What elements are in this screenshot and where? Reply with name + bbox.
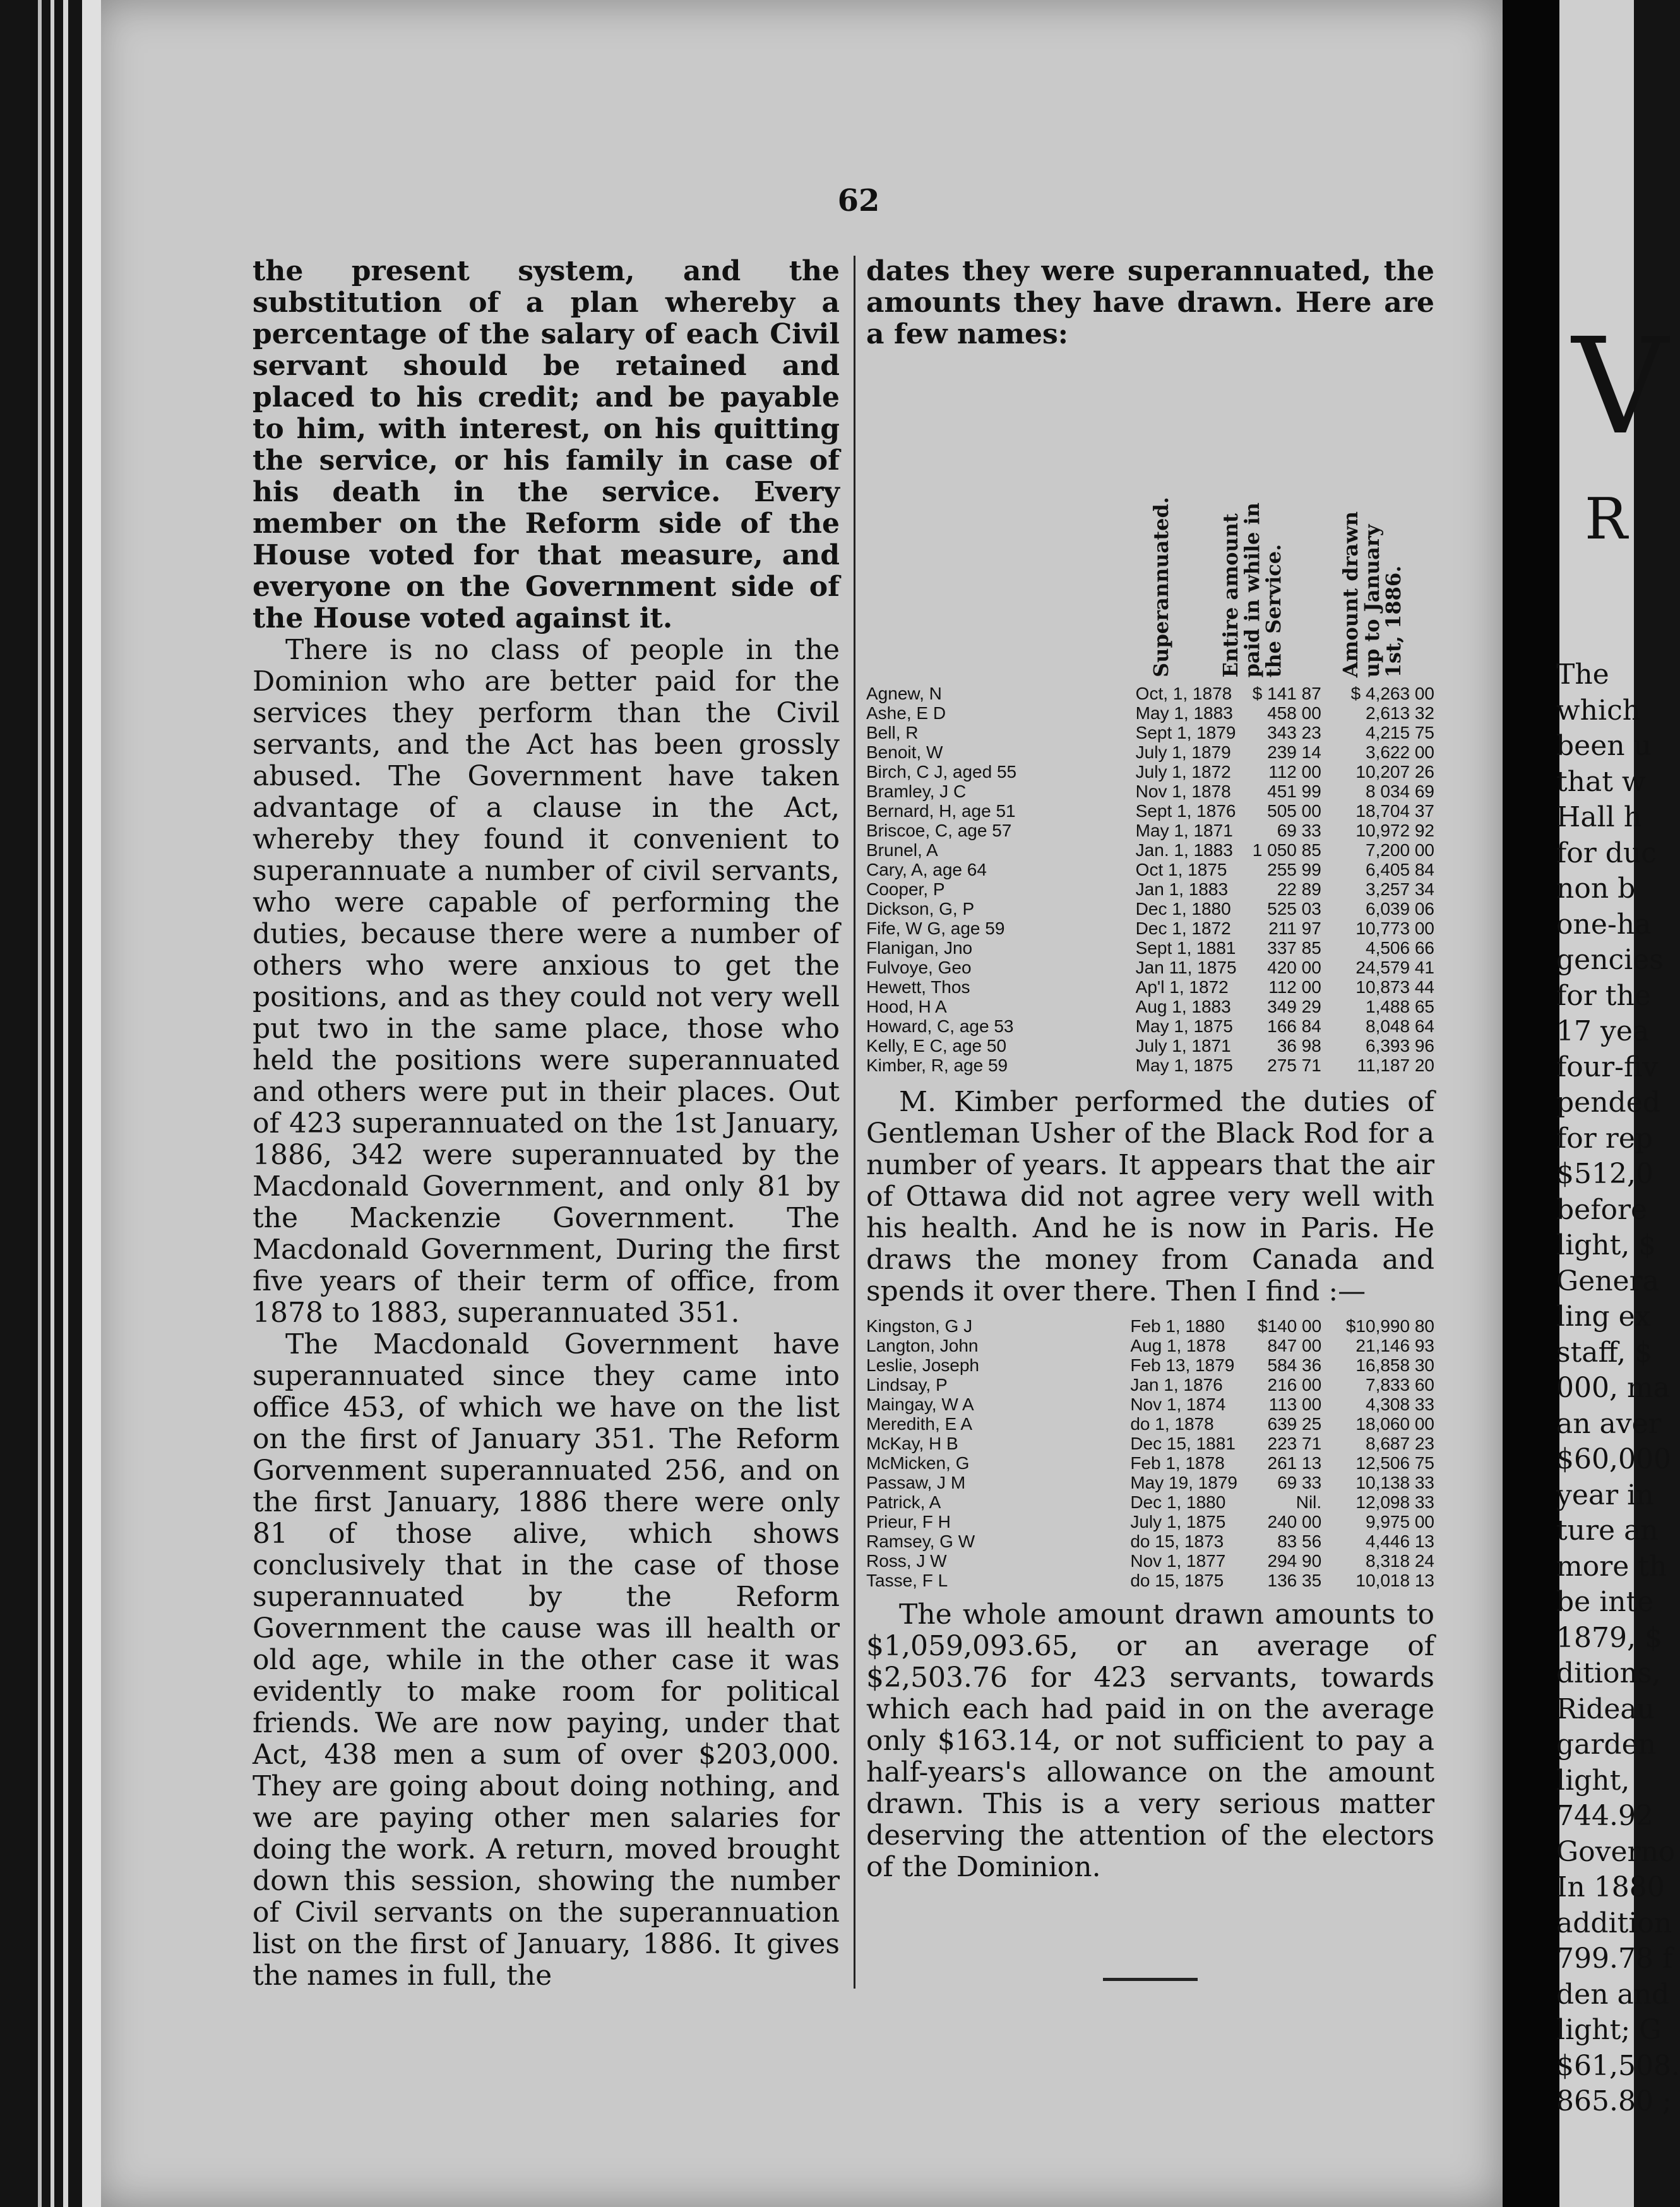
pensioner-name: Briscoe, C, age 57 bbox=[866, 821, 1012, 840]
amount-paid-in: 83 56 bbox=[1277, 1532, 1322, 1551]
amount-drawn: 16,858 30 bbox=[1355, 1355, 1434, 1375]
amount-drawn: 10,207 26 bbox=[1355, 762, 1434, 782]
amount-paid-in: 223 71 bbox=[1267, 1434, 1322, 1453]
amount-paid-in: 451 99 bbox=[1267, 782, 1321, 801]
facing-page-line: Governo bbox=[1556, 1835, 1676, 1868]
table-row bbox=[866, 1532, 1434, 1551]
amount-drawn: 10,873 44 bbox=[1355, 977, 1434, 997]
superannuated-date: Jan. 1, 1883 bbox=[1135, 840, 1233, 860]
facing-page-initial: V bbox=[1572, 309, 1668, 464]
left-paragraph-2: There is no class of people in the Dominion who are better paid for the services they perform than the Civil servants, and the Act has been grossly abused. The Government have taken advantage of a clause in the Act, whereby they found it convenient to superannuate a number of civil servants, who were capable of performing the duties, because there were a number of others who were anxious to get the positions, and as they could not very well put two in the same place, those who held the positions were superannuated and others were put in their places. Out of 423 superannuated on the 1st January, 1886, 342 were superannuated by the Macdonald Government, and only 81 by the Mackenzie Government. The Macdonald Government, During the first five years of their term of office, from 1878 to 1883, superannuated 351. bbox=[253, 634, 840, 1329]
superannuated-date: May 1, 1875 bbox=[1135, 1056, 1233, 1075]
amount-drawn: 18,704 37 bbox=[1355, 801, 1434, 821]
amount-drawn: 10,972 92 bbox=[1355, 821, 1434, 840]
facing-page-line: non b bbox=[1556, 872, 1636, 905]
right-column bbox=[866, 256, 1434, 1981]
amount-paid-in: 294 90 bbox=[1267, 1551, 1322, 1571]
amount-drawn: 1,488 65 bbox=[1366, 997, 1434, 1016]
table-row bbox=[866, 879, 1434, 899]
superannuation-table-2 bbox=[866, 1316, 1434, 1590]
amount-paid-in: 112 00 bbox=[1268, 977, 1321, 997]
table-row bbox=[866, 840, 1434, 860]
facing-page-line: year in bbox=[1556, 1478, 1654, 1511]
facing-page-line: addition bbox=[1556, 1907, 1672, 1939]
facing-page-line: more th bbox=[1556, 1550, 1667, 1583]
amount-paid-in: 1 050 85 bbox=[1252, 840, 1321, 860]
kimber-paragraph: M. Kimber performed the duties of Gentleman Usher of the Black Rod for a number of years. It appears that the air of Ottawa did not agree very well with his health. And he is now in Paris. He draws the money from Canada and spends it over there. Then I find :— bbox=[866, 1086, 1434, 1307]
amount-paid-in: 458 00 bbox=[1267, 703, 1321, 723]
facing-page-line: be inte bbox=[1556, 1586, 1654, 1618]
pensioner-name: Kimber, R, age 59 bbox=[866, 1056, 1008, 1075]
amount-drawn: $10,990 80 bbox=[1345, 1316, 1434, 1336]
amount-drawn: 6,405 84 bbox=[1366, 860, 1434, 879]
amount-paid-in: Nil. bbox=[1296, 1492, 1322, 1512]
amount-drawn: 24,579 41 bbox=[1355, 958, 1434, 977]
pensioner-name: Maingay, W A bbox=[866, 1395, 974, 1414]
pensioner-name: Kingston, G J bbox=[866, 1316, 973, 1336]
amount-paid-in: 639 25 bbox=[1267, 1414, 1322, 1434]
amount-paid-in: 112 00 bbox=[1268, 762, 1321, 782]
amount-drawn: $ 4,263 00 bbox=[1350, 684, 1434, 703]
pensioner-name: Lindsay, P bbox=[866, 1375, 948, 1395]
superannuated-date: Jan 1, 1883 bbox=[1135, 879, 1229, 899]
superannuated-date: do 15, 1875 bbox=[1130, 1571, 1224, 1590]
amount-paid-in: 113 00 bbox=[1268, 1395, 1322, 1414]
table-row bbox=[866, 821, 1434, 840]
superannuated-date: Dec 1, 1872 bbox=[1135, 919, 1231, 938]
facing-page-line: light, bbox=[1556, 1764, 1630, 1797]
amount-drawn: 4,506 66 bbox=[1366, 938, 1434, 958]
pensioner-name: Tasse, F L bbox=[866, 1571, 948, 1590]
amount-drawn: 10,138 33 bbox=[1355, 1473, 1434, 1492]
amount-paid-in: 349 29 bbox=[1267, 997, 1321, 1016]
pensioner-name: Birch, C J, aged 55 bbox=[866, 762, 1017, 782]
pensioner-name: Cary, A, age 64 bbox=[866, 860, 987, 879]
facing-page-line: In 1880 bbox=[1556, 1871, 1665, 1903]
facing-page-line: pended bbox=[1556, 1086, 1660, 1119]
pensioner-name: Agnew, N bbox=[866, 684, 942, 703]
amount-drawn: 12,506 75 bbox=[1355, 1453, 1434, 1473]
table-row bbox=[866, 997, 1434, 1016]
amount-drawn: 8,318 24 bbox=[1366, 1551, 1434, 1571]
amount-drawn: 8 034 69 bbox=[1366, 782, 1434, 801]
pensioner-name: Ross, J W bbox=[866, 1551, 947, 1571]
superannuated-date: July 1, 1875 bbox=[1130, 1512, 1226, 1532]
pensioner-name: Meredith, E A bbox=[866, 1414, 973, 1434]
table-row bbox=[866, 742, 1434, 762]
table-row bbox=[866, 1414, 1434, 1434]
facing-page-line: 744.92 bbox=[1556, 1800, 1653, 1832]
table-row bbox=[866, 1453, 1434, 1473]
pensioner-name: Bramley, J C bbox=[866, 782, 967, 801]
facing-page-line: 17 yea bbox=[1556, 1015, 1650, 1047]
pensioner-name: Flanigan, Jno bbox=[866, 938, 973, 958]
amount-paid-in: 240 00 bbox=[1267, 1512, 1322, 1532]
superannuated-date: Feb 1, 1880 bbox=[1130, 1316, 1225, 1336]
facing-page-line: before bbox=[1556, 1193, 1648, 1226]
facing-page-line: 799.78 f bbox=[1556, 1942, 1673, 1975]
section-rule bbox=[1103, 1978, 1198, 1981]
table-row bbox=[866, 1036, 1434, 1056]
facing-page-line: gencies bbox=[1556, 944, 1664, 976]
pensioner-name: Dickson, G, P bbox=[866, 899, 975, 919]
table-row bbox=[866, 1355, 1434, 1375]
table-row bbox=[866, 762, 1434, 782]
table-row bbox=[866, 1571, 1434, 1590]
superannuated-date: Oct 1, 1875 bbox=[1135, 860, 1227, 879]
amount-paid-in: 261 13 bbox=[1267, 1453, 1322, 1473]
superannuated-date: May 19, 1879 bbox=[1130, 1473, 1237, 1492]
superannuated-date: do 15, 1873 bbox=[1130, 1532, 1224, 1551]
table-row bbox=[866, 938, 1434, 958]
table-row bbox=[866, 1551, 1434, 1571]
facing-page-line: been u bbox=[1556, 730, 1652, 762]
amount-paid-in: 211 97 bbox=[1268, 919, 1321, 938]
pensioner-name: Brunel, A bbox=[866, 840, 938, 860]
amount-drawn: 11,187 20 bbox=[1357, 1056, 1434, 1075]
pensioner-name: Leslie, Joseph bbox=[866, 1355, 980, 1375]
header-amount-drawn: Amount drawn up to January 1st, 1886. bbox=[1338, 511, 1405, 677]
table-row bbox=[866, 860, 1434, 879]
superannuated-date: Jan 1, 1876 bbox=[1130, 1375, 1223, 1395]
facing-page-line: for duc bbox=[1556, 836, 1657, 869]
superannuated-date: July 1, 1871 bbox=[1135, 1036, 1231, 1056]
table-row bbox=[866, 1375, 1434, 1395]
superannuated-date: Jan 11, 1875 bbox=[1135, 958, 1237, 977]
amount-drawn: 6,039 06 bbox=[1366, 899, 1434, 919]
pensioner-name: McMicken, G bbox=[866, 1453, 970, 1473]
amount-drawn: 3,257 34 bbox=[1366, 879, 1434, 899]
header-superannuated: Superannuated. bbox=[1149, 497, 1173, 677]
pensioner-name: Bernard, H, age 51 bbox=[866, 801, 1016, 821]
table-row bbox=[866, 1336, 1434, 1355]
superannuated-date: Aug 1, 1878 bbox=[1130, 1336, 1226, 1355]
facing-page-line: light; G bbox=[1556, 2014, 1662, 2046]
superannuated-date: Sept 1, 1876 bbox=[1135, 801, 1236, 821]
table-row bbox=[866, 1316, 1434, 1336]
facing-page-line: 1879, $ bbox=[1556, 1621, 1662, 1654]
amount-drawn: 7,200 00 bbox=[1366, 840, 1434, 860]
facing-page-line: garden bbox=[1556, 1728, 1656, 1761]
facing-page-line: 000, ma bbox=[1556, 1372, 1670, 1404]
amount-paid-in: 847 00 bbox=[1267, 1336, 1322, 1355]
pensioner-name: Hewett, Thos bbox=[866, 977, 970, 997]
superannuated-date: May 1, 1875 bbox=[1135, 1016, 1233, 1036]
amount-paid-in: 255 99 bbox=[1267, 860, 1321, 879]
amount-drawn: 12,098 33 bbox=[1355, 1492, 1434, 1512]
amount-drawn: 10,773 00 bbox=[1355, 919, 1434, 938]
table-row bbox=[866, 1492, 1434, 1512]
pensioner-name: Patrick, A bbox=[866, 1492, 941, 1512]
superannuated-date: May 1, 1883 bbox=[1135, 703, 1233, 723]
facing-page-line: den and bbox=[1556, 1978, 1670, 2011]
amount-drawn: 2,613 32 bbox=[1366, 703, 1434, 723]
pensioner-name: Benoit, W bbox=[866, 742, 943, 762]
pensioner-name: Prieur, F H bbox=[866, 1512, 951, 1532]
superannuation-table-1 bbox=[866, 684, 1434, 1075]
amount-drawn: 18,060 00 bbox=[1355, 1414, 1434, 1434]
table-row bbox=[866, 684, 1434, 703]
table-row bbox=[866, 1434, 1434, 1453]
amount-paid-in: 136 35 bbox=[1267, 1571, 1322, 1590]
facing-page-line: four-fiv bbox=[1556, 1050, 1659, 1083]
amount-paid-in: 216 00 bbox=[1267, 1375, 1322, 1395]
table-row bbox=[866, 723, 1434, 742]
book-gutter bbox=[1503, 0, 1559, 2207]
amount-drawn: 4,308 33 bbox=[1366, 1395, 1434, 1414]
amount-drawn: 7,833 60 bbox=[1366, 1375, 1434, 1395]
facing-page-line: Rideau bbox=[1556, 1692, 1655, 1725]
amount-paid-in: 36 98 bbox=[1277, 1036, 1321, 1056]
table-row bbox=[866, 703, 1434, 723]
facing-page-line: $512,0 bbox=[1556, 1158, 1653, 1190]
table-row bbox=[866, 1512, 1434, 1532]
pensioner-name: Hood, H A bbox=[866, 997, 947, 1016]
facing-page-line: which bbox=[1556, 694, 1641, 727]
amount-paid-in: 525 03 bbox=[1267, 899, 1321, 919]
page-edges bbox=[0, 0, 107, 2207]
table-row bbox=[866, 801, 1434, 821]
pensioner-name: Howard, C, age 53 bbox=[866, 1016, 1014, 1036]
superannuated-date: July 1, 1872 bbox=[1135, 762, 1231, 782]
superannuated-date: do 1, 1878 bbox=[1130, 1414, 1214, 1434]
amount-paid-in: 239 14 bbox=[1267, 742, 1321, 762]
amount-paid-in: 69 33 bbox=[1277, 821, 1321, 840]
left-paragraph-1: the present system, and the substitution of a plan whereby a percentage of the salary of each Civil servant should be retained and placed to his credit; and be payable to him, with interest, on his quitting the service, or his family in case of his death in the service. Every member on the Reform side of the House voted for that measure, and everyone on the Government side of the House voted against it. bbox=[253, 255, 840, 634]
closing-paragraph: The whole amount drawn amounts to $1,059,093.65, or an average of $2,503.76 for 423 servants, towards which each had paid in on the average only $163.14, or not sufficient to pay a half-years's allowance on the amount drawn. This is a very serious matter deserving the attention of the electors of the Dominion. bbox=[866, 1598, 1434, 1883]
facing-page-line: that w bbox=[1556, 765, 1646, 798]
table-row bbox=[866, 782, 1434, 801]
amount-paid-in: 275 71 bbox=[1267, 1056, 1321, 1075]
amount-drawn: 8,687 23 bbox=[1366, 1434, 1434, 1453]
superannuated-date: Oct, 1, 1878 bbox=[1135, 684, 1232, 703]
superannuated-date: July 1, 1879 bbox=[1135, 742, 1231, 762]
left-column bbox=[253, 256, 840, 1992]
facing-page-line: Hall h bbox=[1556, 801, 1642, 833]
facing-page-line: $60,000 bbox=[1556, 1443, 1671, 1475]
superannuated-date: Nov 1, 1877 bbox=[1130, 1551, 1226, 1571]
table-row bbox=[866, 919, 1434, 938]
pensioner-name: Cooper, P bbox=[866, 879, 945, 899]
facing-page-line: ture an bbox=[1556, 1514, 1659, 1547]
amount-drawn: 8,048 64 bbox=[1366, 1016, 1434, 1036]
facing-page-line: ditions, bbox=[1556, 1657, 1661, 1689]
pensioner-name: Kelly, E C, age 50 bbox=[866, 1036, 1007, 1056]
amount-paid-in: $ 141 87 bbox=[1252, 684, 1321, 703]
superannuated-date: Sept 1, 1879 bbox=[1135, 723, 1236, 742]
facing-page-line: for the bbox=[1556, 979, 1651, 1012]
amount-paid-in: $140 00 bbox=[1257, 1316, 1322, 1336]
superannuated-date: Dec 15, 1881 bbox=[1130, 1434, 1236, 1453]
amount-paid-in: 337 85 bbox=[1267, 938, 1321, 958]
pensioner-name: Ramsey, G W bbox=[866, 1532, 975, 1551]
pensioner-name: Passaw, J M bbox=[866, 1473, 966, 1492]
amount-drawn: 4,215 75 bbox=[1366, 723, 1434, 742]
header-amount-paid: Entire amount paid in while in the Service. bbox=[1218, 502, 1285, 677]
pensioner-name: McKay, H B bbox=[866, 1434, 958, 1453]
facing-page-line: light, $ bbox=[1556, 1229, 1657, 1261]
amount-paid-in: 584 36 bbox=[1267, 1355, 1322, 1375]
right-intro: dates they were superannuated, the amounts they have drawn. Here are a few names: bbox=[866, 255, 1434, 350]
table-header bbox=[866, 355, 1434, 684]
facing-page-line: an aver bbox=[1556, 1407, 1662, 1440]
superannuated-date: Nov 1, 1878 bbox=[1135, 782, 1231, 801]
amount-paid-in: 69 33 bbox=[1277, 1473, 1322, 1492]
column-divider bbox=[854, 256, 855, 1989]
superannuated-date: Ap'l 1, 1872 bbox=[1135, 977, 1229, 997]
facing-page-line: one-ha bbox=[1556, 908, 1652, 941]
facing-page-line: ling ex bbox=[1556, 1300, 1651, 1333]
facing-page-line: The bbox=[1556, 658, 1609, 691]
facing-page-line: $61,508. bbox=[1556, 2049, 1680, 2082]
superannuated-date: May 1, 1871 bbox=[1135, 821, 1233, 840]
facing-page-line: Genera bbox=[1556, 1264, 1659, 1297]
amount-drawn: 4,446 13 bbox=[1366, 1532, 1434, 1551]
table-row bbox=[866, 977, 1434, 997]
amount-paid-in: 420 00 bbox=[1267, 958, 1321, 977]
facing-page-line: for rep bbox=[1556, 1122, 1653, 1155]
superannuated-date: Dec 1, 1880 bbox=[1130, 1492, 1226, 1512]
table-row bbox=[866, 1473, 1434, 1492]
amount-paid-in: 22 89 bbox=[1277, 879, 1321, 899]
amount-paid-in: 166 84 bbox=[1267, 1016, 1321, 1036]
amount-drawn: 21,146 93 bbox=[1355, 1336, 1434, 1355]
superannuated-date: Sept 1, 1881 bbox=[1135, 938, 1236, 958]
amount-drawn: 3,622 00 bbox=[1366, 742, 1434, 762]
amount-drawn: 9,975 00 bbox=[1366, 1512, 1434, 1532]
table-row bbox=[866, 1395, 1434, 1414]
pensioner-name: Fife, W G, age 59 bbox=[866, 919, 1005, 938]
amount-drawn: 6,393 96 bbox=[1366, 1036, 1434, 1056]
table-row bbox=[866, 899, 1434, 919]
facing-page-heading: R bbox=[1585, 486, 1628, 552]
pensioner-name: Ashe, E D bbox=[866, 703, 946, 723]
page-number: 62 bbox=[837, 183, 880, 218]
table-row bbox=[866, 958, 1434, 977]
superannuated-date: Nov 1, 1874 bbox=[1130, 1395, 1226, 1414]
facing-page-line: 865.80 ; bbox=[1556, 2085, 1672, 2117]
pensioner-name: Langton, John bbox=[866, 1336, 979, 1355]
superannuated-date: Aug 1, 1883 bbox=[1135, 997, 1231, 1016]
amount-paid-in: 505 00 bbox=[1267, 801, 1321, 821]
amount-paid-in: 343 23 bbox=[1267, 723, 1321, 742]
left-paragraph-3: The Macdonald Government have superannuated since they came into office 453, of which we have on the list on the first of January 351. The Reform Gorvenment superannuated 256, and on the first January, 1886 there were only 81 of those alive, which shows conclusively that in the case of those superannuated by the Reform Government the cause was ill health or old age, while in the other case it was evidently to make room for political friends. We are now paying, under that Act, 438 men a sum of over $203,000. They are going about doing nothing, and we are paying other men salaries for doing the work. A return, moved brought down this session, showing the number of Civil servants on the superannuation list on the first of January, 1886. It gives the names in full, the bbox=[253, 1328, 840, 1992]
amount-drawn: 10,018 13 bbox=[1355, 1571, 1434, 1590]
pensioner-name: Fulvoye, Geo bbox=[866, 958, 972, 977]
superannuated-date: Feb 1, 1878 bbox=[1130, 1453, 1225, 1473]
pensioner-name: Bell, R bbox=[866, 723, 919, 742]
facing-page-line: staff, $ bbox=[1556, 1336, 1653, 1369]
superannuated-date: Dec 1, 1880 bbox=[1135, 899, 1231, 919]
table-row bbox=[866, 1016, 1434, 1036]
table-row bbox=[866, 1056, 1434, 1075]
superannuated-date: Feb 13, 1879 bbox=[1130, 1355, 1235, 1375]
